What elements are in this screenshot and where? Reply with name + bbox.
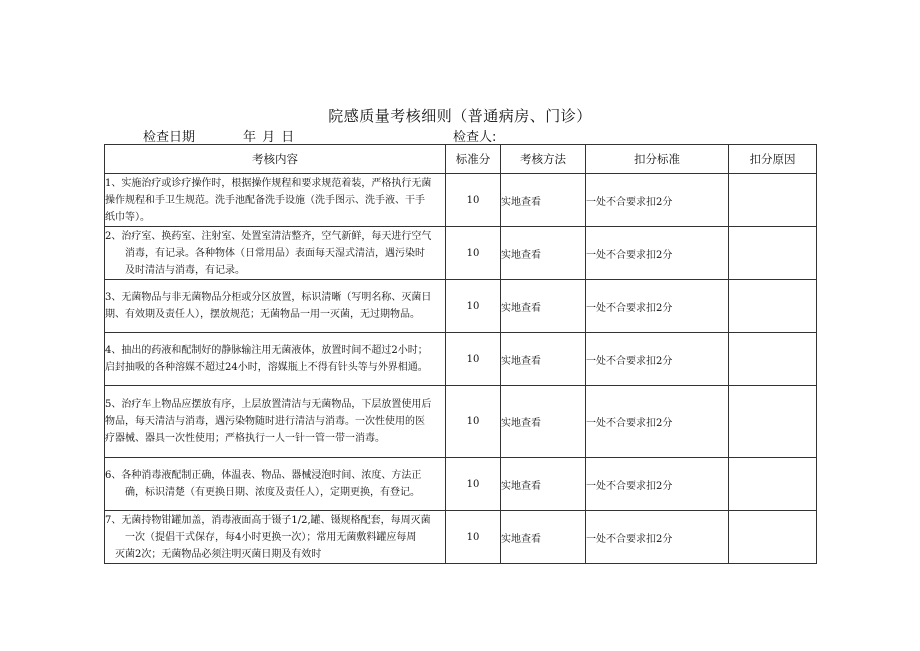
content-line: 确，标识清楚（有更换日期、浓度及责任人），定期更换，有登记。 (125, 487, 420, 498)
row-score: 10 (446, 174, 501, 227)
header-deduction: 扣分标准 (586, 145, 729, 174)
content-line: 物品，每天清洁与消毒，遇污染物随时进行清洁与消毒。一次性使用的医 (105, 416, 425, 427)
row-content (105, 280, 446, 333)
row-method: 实地查看 (501, 280, 586, 333)
content-line: 启封抽吸的各种溶媒不超过24小时，溶媒瓶上不得有针头等与外界相通。 (105, 362, 428, 373)
row-method: 实地查看 (501, 174, 586, 227)
document-title: 院感质量考核细则（普通病房、门诊） (328, 107, 592, 125)
content-line: 疗器械、器具一次性使用；严格执行一人一针一管一带一消毒。 (105, 433, 385, 444)
content-line: 灭菌2次；无菌物品必须注明灭菌日期及有效时 (115, 548, 322, 560)
row-method: 实地查看 (501, 458, 586, 511)
table-row (105, 458, 817, 511)
row-reason[interactable] (729, 227, 817, 280)
row-score: 10 (446, 280, 501, 333)
row-method: 实地查看 (501, 333, 586, 386)
header-reason: 扣分原因 (729, 145, 817, 174)
table-row (105, 280, 817, 333)
row-score: 10 (446, 227, 501, 280)
assessment-table (104, 144, 817, 564)
content-line: 一次（提倡干式保存，每4小时更换一次）；常用无菌敷料罐应每周 (125, 531, 417, 543)
row-content (105, 227, 446, 280)
table-header-row (105, 145, 817, 174)
table-row (105, 227, 817, 280)
row-score: 10 (446, 511, 501, 564)
row-content (105, 333, 446, 386)
content-line: 4、抽出的药液和配制好的静脉输注用无菌液体，放置时间不超过2小时； (105, 345, 428, 356)
table-row (105, 511, 817, 564)
row-content (105, 174, 446, 227)
table-row (105, 386, 817, 458)
row-deduction: 一处不合要求扣2分 (586, 386, 729, 458)
row-content (105, 386, 446, 458)
content-line: 消毒，有记录。各种物体（日常用品）表面每天湿式清洁，遇污染时 (125, 247, 425, 259)
row-score: 10 (446, 386, 501, 458)
row-content (105, 511, 446, 564)
content-line: 6、各种消毒液配制正确，体温表、物品、器械浸泡时间、浓度、方法正 (105, 470, 422, 481)
header-score: 标准分 (446, 145, 501, 174)
table-row (105, 174, 817, 227)
inspection-date-units: 年 月 日 (243, 130, 295, 145)
row-method: 实地查看 (501, 227, 586, 280)
row-content (105, 458, 446, 511)
inspector-label: 检查人: (453, 130, 497, 145)
content-line: 5、治疗车上物品应摆放有序，上层放置清洁与无菌物品，下层放置使用后 (105, 399, 432, 410)
row-deduction: 一处不合要求扣2分 (586, 458, 729, 511)
row-deduction: 一处不合要求扣2分 (586, 227, 729, 280)
table-row (105, 333, 817, 386)
row-reason[interactable] (729, 511, 817, 564)
row-score: 10 (446, 458, 501, 511)
row-method: 实地查看 (501, 386, 586, 458)
header-content: 考核内容 (105, 145, 446, 174)
row-reason[interactable] (729, 458, 817, 511)
content-line: 及时清洁与消毒，有记录。 (125, 264, 245, 276)
row-reason[interactable] (729, 174, 817, 227)
content-line: 7、无菌持物钳罐加盖，消毒液面高于镊子1/2,罐、镊规格配套，每周灭菌 (105, 514, 431, 526)
header-method: 考核方法 (501, 145, 586, 174)
inspection-date-label: 检查日期 (143, 130, 196, 145)
content-line: 期、有效期及责任人），摆放规范；无菌物品一用一灭菌，无过期物品。 (105, 309, 420, 320)
row-method: 实地查看 (501, 511, 586, 564)
row-score: 10 (446, 333, 501, 386)
content-line: 纸巾等）。 (105, 211, 150, 223)
row-deduction: 一处不合要求扣2分 (586, 511, 729, 564)
content-line: 操作规程和手卫生规范。洗手池配备洗手设施（洗手图示、洗手液、干手 (105, 194, 425, 206)
row-reason[interactable] (729, 280, 817, 333)
row-deduction: 一处不合要求扣2分 (586, 280, 729, 333)
row-reason[interactable] (729, 333, 817, 386)
content-line: 3、无菌物品与非无菌物品分柜或分区放置，标识清晰（写明名称、灭菌日 (105, 292, 432, 303)
content-line: 2、治疗室、换药室、注射室、处置室清洁整齐，空气新鲜，每天进行空气 (105, 230, 432, 242)
content-line: 1、实施治疗或诊疗操作时，根据操作规程和要求规范着装，严格执行无菌 (105, 177, 432, 189)
row-reason[interactable] (729, 386, 817, 458)
row-deduction: 一处不合要求扣2分 (586, 174, 729, 227)
row-deduction: 一处不合要求扣2分 (586, 333, 729, 386)
